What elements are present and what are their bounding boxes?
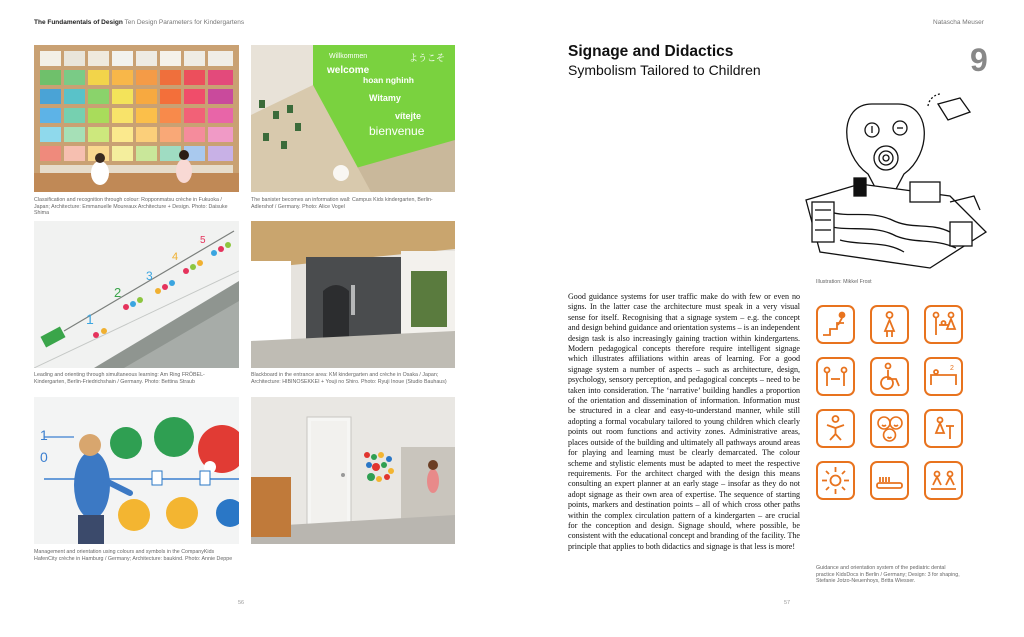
caption-photo4: Blackboard in the entrance area: KM kindergarten and crèche in Osaka / Japan; Architecture: HIBINOSEKKEI + Youji no Shiro. Photo: Ryuji Inoue (Studio Bauhaus) [251,372,447,385]
meeting-icon [816,357,855,396]
photo-child-circles [34,397,239,544]
caption-photo1: Classification and recognition through colour: Ropponmatsu crèche in Fukuoka / Japan; Architecture: Emmanuelle Moureaux Architecture + Design. Photo: Daisuke Shima [34,197,228,217]
book-title: The Fundamentals of Design [34,19,123,26]
wall-word-1: Willkommen [329,53,368,60]
child-circles-illustration [34,397,239,544]
wall-word-4: Witamy [369,93,401,103]
wall-number-0: 0 [40,449,48,465]
stairs-number-5: 5 [200,235,206,246]
wheelchair-icon [870,357,909,396]
shelves-illustration [34,45,239,192]
chapter-title: Signage and Didactics [568,43,734,60]
photo-corridor-dots [251,397,455,544]
photo-welcome-wall [251,45,455,192]
page-number-right: 57 [784,600,791,606]
wall-word-6: bienvenue [369,124,425,138]
stairs-icon [816,305,855,344]
stairs-number-2: 2 [114,285,122,300]
wall-word-5: vítejte [395,111,422,121]
person-icon [870,305,909,344]
caption-photo3: Leading and orienting through simultaneous learning: Am Ring FRÖBEL-Kindergarten, Berlin-Friedrichshain / Germany. Photo: Bettina Straub [34,372,205,385]
svg-text:2: 2 [950,365,954,372]
caption-photo2: The banister becomes an information wall: Campus Kids kindergarten, Berlin-Adlershof / Germany. Photo: Alice Vogel [251,197,433,210]
caption-illustration: Illustration: Mikkel Frost [816,279,872,285]
wall-word-2: welcome [327,65,370,76]
wall-word-7: ようこそ [409,53,446,63]
chapter-subtitle: Symbolism Tailored to Children [568,62,761,78]
author-name: Natascha Meuser [933,19,984,26]
stairs-number-4: 4 [172,251,179,263]
corridor-illustration [251,397,455,544]
stairs-number-3: 3 [146,269,153,283]
stairs-illustration [34,221,239,368]
book-subtitle: Ten Design Parameters for Kindergartens [124,19,245,26]
caption-photo5: Management and orientation using colours and symbols in the CompanyKids HafenCity crèche in Hamburg / Germany; Architecture: baukind. Photo: Annie Deppe [34,549,233,562]
balloon-building-drawing [800,92,990,282]
body-text: Good guidance systems for user traffic make do with few or even no signs. In the latter case the architecture must speak in a very visual sense for itself. Recognising that a signage system – e.g. the concept and design behind guidance and orientation systems – is an independent design task is also increasingly gaining traction within kindergartens. Modern pedagogical concepts therefore require intelligent signage which illustrates affiliations within areas of learning. For a good signage system a number of aspects – such as architecture, design, psychology, sensory perception, and pedagogical concepts – need to be taken into consideration. The ‘narrative’ building handles a proportion of the orientation and dissemination of information. Information must be structured in a clear and easy-to-understand manner, while still adopting a formal vocabulary tailored to young children which clearly points out room functions and activity zones. Administrative areas, places outside of the building and ultimately all pathways around areas for playing and learning must be clearly demarcated. The colour scheme and stylistic elements must be adapted to meet the respective requirements. For the architect charged with the design this means consulting an expert planner at an early stage – insofar as they do not adopt signage as their own area of expertise. The sequence of starting points, markers and destination points – all of which cross other paths within the complex circulation pattern of a kindergarten – are crucial for the conception and design. Signage should, where possible, be consistent with the educational concept and branding of the facility. The principle that applies to both didactics and signage is that less is more! [568,292,800,551]
photo-numbered-stairs [34,221,239,368]
kindergarten-line-illustration [800,92,990,282]
toothbrush-icon [870,461,909,500]
bed-icon [924,357,963,396]
caption-icons: Guidance and orientation system of the pediatric dental practice KidsDocs in Berlin / Germany; Design: 3 for shaping, Stefanie Jotzo-Neuenhoys, Britta Wiesser. [816,565,960,585]
family-icon [924,305,963,344]
stairs-number-1: 1 [86,311,94,327]
faces-icon [870,409,909,448]
photo-blackboard-entrance [251,221,455,368]
wall-number-1: 1 [40,427,48,443]
running-header [34,19,244,26]
photo-colour-shelves [34,45,239,192]
wall-word-3: hoan nghinh [363,75,414,85]
sun-icon [816,461,855,500]
blackboard-illustration [251,221,455,368]
teacher-icon [924,409,963,448]
chapter-number: 9 [970,42,988,78]
page-number-left: 56 [238,600,245,606]
child-icon [816,409,855,448]
group-icon [924,461,963,500]
